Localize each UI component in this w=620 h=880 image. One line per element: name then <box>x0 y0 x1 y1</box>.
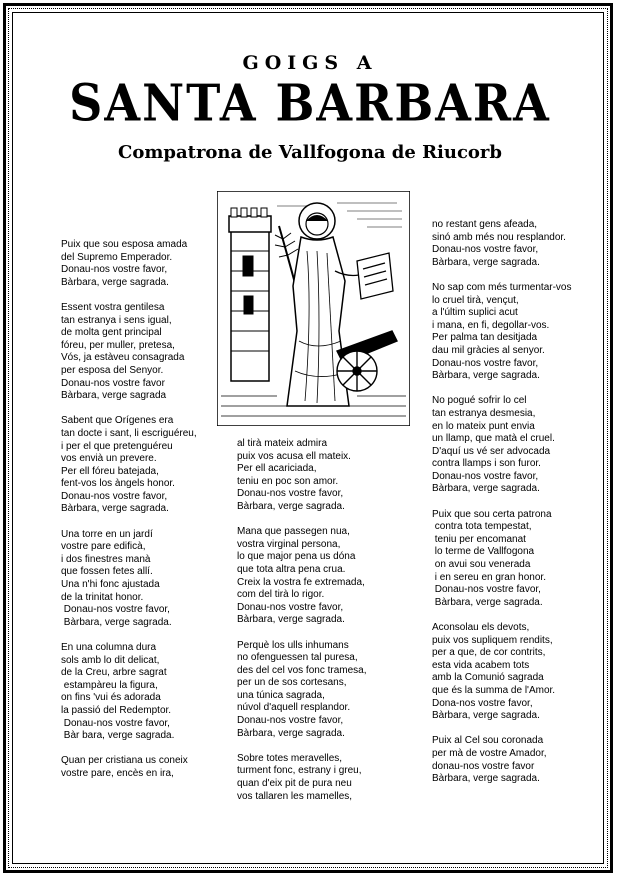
stanza <box>432 509 572 610</box>
verse-line: vos tallaren les mamelles, <box>237 790 353 802</box>
verse-line: Aconsolau els devots, <box>432 622 530 633</box>
verse-line: amb la Comunió sagrada <box>432 672 544 684</box>
verse-line: per mà de vostre Amador, <box>432 747 547 759</box>
verse-line: Donau-nos vostre favor, <box>61 604 170 616</box>
verse-line: Donau-nos vostre favor, <box>61 490 168 502</box>
verse-line: Donau-nos vostre favor, <box>237 715 344 727</box>
verse-line: una túnica sagrada, <box>237 689 325 701</box>
verse-line: Per palma tan desitjada <box>432 332 538 344</box>
verse-line: del Supremo Emperador. <box>61 251 173 263</box>
verse-line: Sobre totes meravelles, <box>237 752 343 764</box>
verse-line: lo que major pena us dóna <box>237 551 356 563</box>
stanza <box>237 438 367 514</box>
verse-line: de molta gent principal <box>61 327 162 339</box>
verse-line: Dona-nos vostre favor, <box>432 697 533 709</box>
stanza <box>237 753 367 803</box>
tower-icon <box>229 208 271 381</box>
verse-line: teniu per encomanat <box>432 533 526 545</box>
verse-line: vostra virginal persona, <box>237 538 341 550</box>
verse-line: Puix al Cel sou coronada <box>432 735 544 747</box>
verse-line: Quan per cristiana us coneix <box>61 755 188 767</box>
stanza <box>432 282 572 383</box>
stanza <box>61 529 197 630</box>
verse-line: en lo mateix punt envia <box>432 420 535 432</box>
verse-line: Bàrbara, verge sagrada. <box>432 370 540 382</box>
verse-line: Donau-nos vostre favor, <box>432 584 541 596</box>
verse-line: Una torre en un jardí <box>61 528 153 540</box>
verse-line: tan docte i sant, li escriguéreu, <box>61 427 197 439</box>
verse-line: Una n'hi fonc ajustada <box>61 579 160 591</box>
verse-line: un llamp, que matà el cruel. <box>432 433 555 445</box>
verse-line: vos envià un prevere. <box>61 453 157 465</box>
verse-line: per un de sos cortesans, <box>237 677 347 689</box>
verse-line: quan d'eix pit de pura neu <box>237 778 352 790</box>
verse-line: i dos finestres manà <box>61 553 151 565</box>
verse-line: Creix la vostra fe extremada, <box>237 576 365 588</box>
verse-line: Donau-nos vostre favor, <box>432 357 539 369</box>
verse-line: com del tirà lo rigor. <box>237 589 325 601</box>
verse-line: Bàrbara, verge sagrada. <box>61 276 169 288</box>
verse-line: i per el que pretenguéreu <box>61 440 173 452</box>
verse-line: Bàrbara, verge sagrada. <box>237 614 345 626</box>
verse-line: donau-nos vostre favor <box>432 760 535 772</box>
verse-line: Bàrbara, verge sagrada <box>61 390 167 402</box>
verse-line: sinó amb més nou resplandor. <box>432 231 566 243</box>
verse-line: la passió del Redemptor. <box>61 704 172 716</box>
verse-line: vostre pare, encès en ira, <box>61 767 174 779</box>
stanza <box>432 622 572 723</box>
verse-line: que fossen fetes allí. <box>61 566 153 578</box>
verse-line: Perquè los ulls inhumans <box>237 639 349 651</box>
verse-line: Bàrbara, verge sagrada. <box>432 483 540 495</box>
verse-line: puix vos acusa ell mateix. <box>237 450 351 462</box>
page-subtitle: Compatrona de Vallfogona de Riucorb <box>118 142 502 163</box>
stanza <box>237 640 367 741</box>
verse-line: Bàrbara, verge sagrada. <box>237 500 345 512</box>
verse-line: Per ell acariciada, <box>237 463 317 475</box>
verse-line: D'aquí us vé ser advocada <box>432 445 551 457</box>
verse-line: que és la summa de l'Amor. <box>432 684 556 696</box>
verse-line: on avui sou venerada <box>432 559 531 571</box>
verse-line: puix vos supliquem rendits, <box>432 634 553 646</box>
verse-line: i mana, en fi, degollar-vos. <box>432 319 550 331</box>
verse-line: Bàrbara, verge sagrada. <box>432 773 540 785</box>
verse-line: on fins 'vui és adorada <box>61 692 161 704</box>
verse-line: Sabent que Orígenes era <box>61 415 174 427</box>
page-title: SANTA BARBARA <box>69 73 551 133</box>
verse-line: per a que, de cor contrits, <box>432 647 546 659</box>
verse-line: Puix que sou esposa amada <box>61 239 188 250</box>
verse-line: Donau-nos vostre favor, <box>432 470 539 482</box>
verse-line: a l'últim suplici acut <box>432 307 518 319</box>
stanza <box>61 755 197 780</box>
verse-line: Donau-nos vostre favor, <box>237 488 344 500</box>
verse-line: fóreu, per muller, pretesa, <box>61 339 175 351</box>
verse-line: esta vida acabem tots <box>432 659 530 671</box>
stanza <box>432 395 572 496</box>
verse-line: Bàrbara, verge sagrada. <box>432 710 540 722</box>
verse-line: Donau-nos vostre favor, <box>61 717 170 729</box>
saint-barbara-illustration <box>217 191 410 426</box>
verse-line: tan estranya desmesia, <box>432 407 536 419</box>
verse-line: Mana que passegen nua, <box>237 526 350 538</box>
verse-line: Donau-nos vostre favor, <box>61 264 168 276</box>
verse-line: des del cel vos fonc tramesa, <box>237 664 367 676</box>
text-column-right <box>432 219 572 798</box>
verse-line: tan estranya i sens igual, <box>61 314 172 326</box>
verse-line: lo terme de Vallfogona <box>432 546 535 558</box>
verse-line: Per ell fóreu batejada, <box>61 465 159 477</box>
verse-line: Donau-nos vostre favor, <box>237 601 344 613</box>
stanza <box>237 526 367 627</box>
verse-line: No sap com més turmentar-vos <box>432 281 572 293</box>
verse-line: per esposa del Senyor. <box>61 364 164 376</box>
text-column-left <box>61 239 197 793</box>
verse-line: Bàrbara, verge sagrada. <box>61 503 169 515</box>
verse-line: turment fonc, estrany i greu, <box>237 765 362 777</box>
stanza <box>61 302 197 403</box>
verse-line: al tirà mateix admira <box>237 438 328 449</box>
verse-line: dau mil gràcies al senyor. <box>432 344 545 356</box>
verse-line: Bàr bara, verge sagrada. <box>61 730 175 742</box>
verse-line: contra llamps i son furor. <box>432 458 541 470</box>
verse-line: contra tota tempestat, <box>432 521 532 533</box>
verse-line: Bàrbara, verge sagrada. <box>432 256 540 268</box>
text-column-middle <box>237 438 367 816</box>
verse-line: núvol d'aquell resplandor. <box>237 702 351 714</box>
verse-line: Bàrbara, verge sagrada. <box>237 727 345 739</box>
verse-line: no ofenguessen tal puresa, <box>237 652 358 664</box>
verse-line: sols amb lo dit delicat, <box>61 654 160 666</box>
verse-line: Puix que sou certa patrona <box>432 508 552 520</box>
verse-line: i en sereu en gran honor. <box>432 571 546 583</box>
stanza <box>61 642 197 743</box>
verse-line: estampàreu la figura, <box>61 679 158 691</box>
verse-line: Bàrbara, verge sagrada. <box>432 596 543 608</box>
verse-line: Bàrbara, verge sagrada. <box>61 616 172 628</box>
verse-line: No pogué sofrir lo cel <box>432 395 527 407</box>
stanza <box>61 415 197 516</box>
verse-line: Vós, ja estàveu consagrada <box>61 352 185 364</box>
verse-line: Donau-nos vostre favor <box>61 377 165 389</box>
verse-line: Donau-nos vostre favor, <box>432 244 539 256</box>
verse-line: vostre pare edificà, <box>61 541 146 553</box>
stanza <box>432 219 572 269</box>
verse-line: que tota altra pena crua. <box>237 563 346 575</box>
verse-line: de la trinitat honor. <box>61 591 144 603</box>
verse-line: no restant gens afeada, <box>432 219 538 230</box>
verse-line: En una columna dura <box>61 642 157 653</box>
verse-line: lo cruel tirà, vençut, <box>432 294 519 306</box>
verse-line: Essent vostra gentilesa <box>61 301 165 313</box>
stanza <box>432 735 572 785</box>
verse-line: teniu en poc son amor. <box>237 475 339 487</box>
stanza <box>61 239 197 289</box>
header-goigs: GOIGS A <box>242 52 378 74</box>
verse-line: de la Creu, arbre sagrat <box>61 667 167 679</box>
verse-line: fent-vos los àngels honor. <box>61 478 175 490</box>
